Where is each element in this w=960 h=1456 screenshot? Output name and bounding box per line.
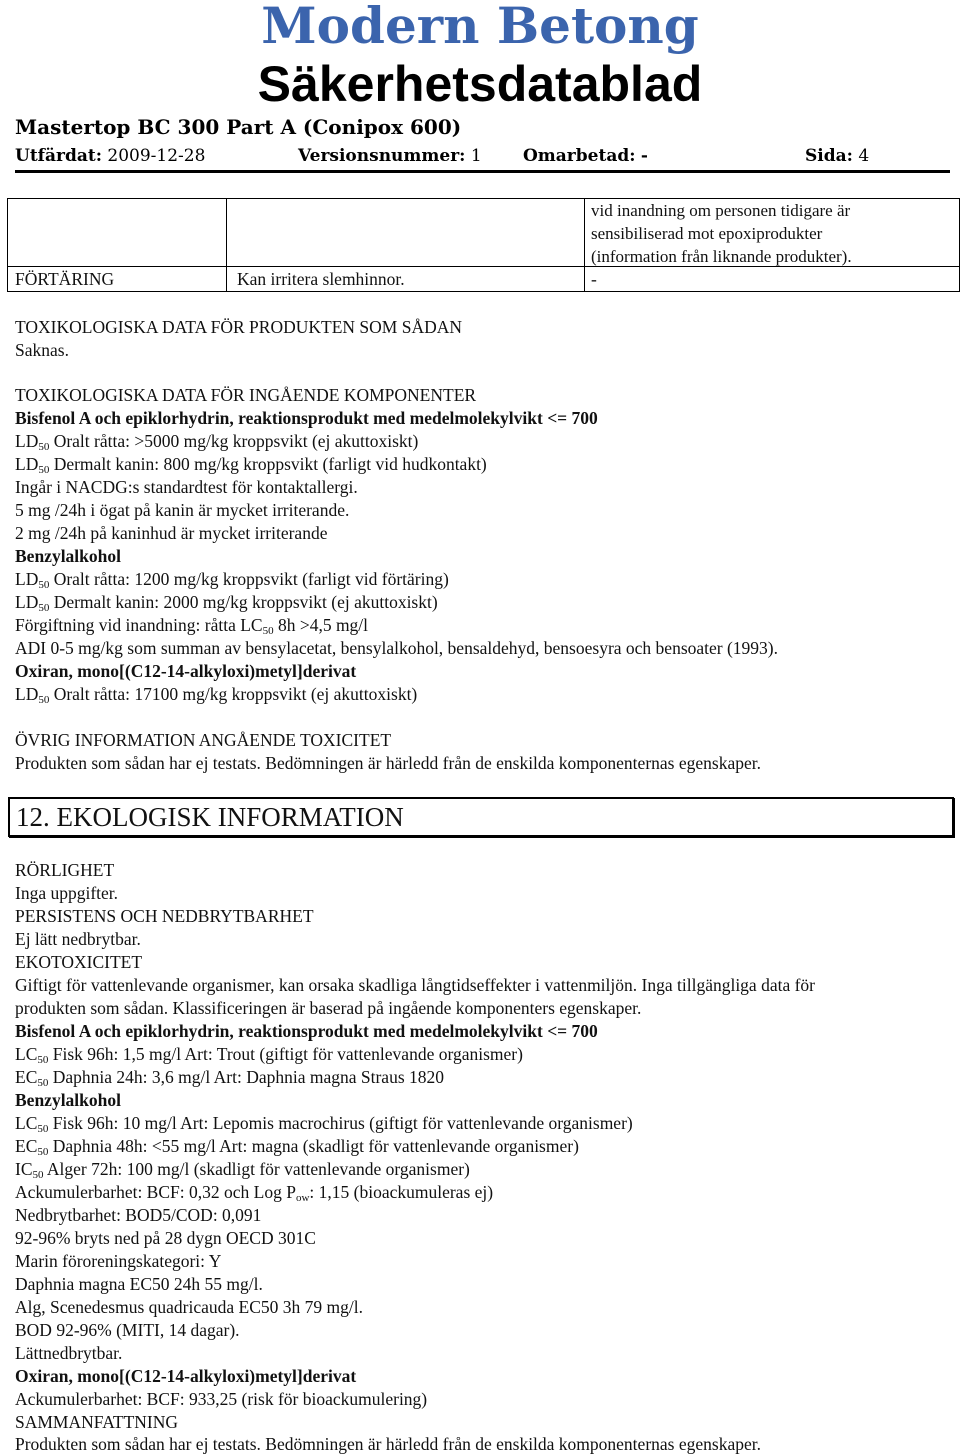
tox-oxiran-line1-text: Oralt råtta: 17100 mg/kg kroppsvikt (ej akuttoxiskt) [49, 684, 418, 704]
tox-benzyl-title: Benzylalkohol [15, 546, 121, 566]
tox-bisfenol-line1-text: Oralt råtta: >5000 mg/kg kroppsvikt (ej akuttoxiskt) [49, 431, 419, 451]
eco-benzyl-line7: 92-96% bryts ned på 28 dygn OECD 301C [15, 1228, 316, 1248]
eco-benzyl-ic-text: Alger 72h: 100 mg/l (skadligt för vattenlevande organismer) [43, 1159, 470, 1179]
section-12-header [8, 797, 954, 837]
ecotox-heading: EKOTOXICITET [15, 952, 143, 972]
document-title: Säkerhetsdatablad [257, 56, 703, 112]
other-tox-text: Produkten som sådan har ej testats. Bedömningen är härledd från de enskilda komponenternas egenskaper. [15, 753, 761, 773]
subscript-50: 50 [38, 694, 50, 706]
subscript-50: 50 [38, 441, 50, 453]
table-cell-ingestion-symptom: Kan irritera slemhinnor. [237, 269, 405, 289]
subscript-50: 50 [37, 1077, 49, 1089]
eco-benzyl-line9: Daphnia magna EC50 24h 55 mg/l. [15, 1274, 263, 1294]
tox-product-text: Saknas. [15, 340, 69, 360]
revised-value: - [640, 146, 648, 166]
eco-bisfenol-title: Bisfenol A och epiklorhydrin, reaktionsprodukt med medelmolekylvikt <= 700 [15, 1021, 598, 1041]
subscript-50: 50 [262, 625, 274, 637]
tox-benzyl-line4: ADI 0-5 mg/kg som summan av bensylacetat, bensylalkohol, bensaldehyd, bensoesyra och bensoater (1993). [15, 638, 779, 658]
eco-benzyl-line11: BOD 92-96% (MITI, 14 dagar). [15, 1320, 240, 1340]
subscript-50: 50 [37, 1123, 49, 1135]
lc-prefix: LC [15, 1044, 38, 1064]
tox-oxiran-line1 [15, 683, 417, 706]
tox-benzyl-line1-text: Oralt råtta: 1200 mg/kg kroppsvikt (farligt vid förtäring) [49, 569, 449, 589]
product-name: Mastertop BC 300 Part A (Conipox 600) [15, 115, 462, 139]
page-field [805, 146, 869, 166]
ic-prefix: IC [15, 1159, 33, 1179]
eco-oxiran-title: Oxiran, mono[(C12-14-alkyloxi)metyl]derivat [15, 1366, 357, 1386]
eco-benzyl-line10: Alg, Scenedesmus quadricauda EC50 3h 79 mg/l. [15, 1297, 363, 1317]
eco-benzyl-line8: Marin föroreningskategori: Y [15, 1251, 222, 1271]
eco-bisfenol-lc [15, 1043, 523, 1066]
table-cell-ingestion-effect: - [591, 269, 597, 289]
ecotox-text-line1: Giftigt för vattenlevande organismer, kan orsaka skadliga långtidseffekter i vattenmiljön. Inga tillgängliga data för [15, 975, 816, 995]
eco-benzyl-title: Benzylalkohol [15, 1090, 121, 1110]
revised-field [523, 146, 648, 166]
subscript-ow: ow [295, 1192, 310, 1204]
ec-prefix: EC [15, 1067, 38, 1087]
table-cell-effect-line2: sensibiliserad mot epoxiprodukter [591, 224, 823, 243]
tox-benzyl-line1 [15, 568, 449, 591]
page-value: 4 [858, 146, 870, 166]
ecotox-text-line2: produkten som sådan. Klassificeringen är baserad på ingående komponenters egenskaper. [15, 998, 642, 1018]
ec-prefix: EC [15, 1136, 38, 1156]
eco-benzyl-line6: Nedbrytbarhet: BOD5/COD: 0,091 [15, 1205, 262, 1225]
mobility-heading: RÖRLIGHET [15, 860, 115, 880]
eco-oxiran-line1: Ackumulerbarhet: BCF: 933,25 (risk för bioackumulering) [15, 1389, 428, 1409]
summary-text: Produkten som sådan har ej testats. Bedömningen är härledd från de enskilda komponenternas egenskaper. [15, 1434, 761, 1454]
eco-bisfenol-lc-text: Fisk 96h: 1,5 mg/l Art: Trout (giftigt för vattenlevande organismer) [48, 1044, 523, 1064]
ld-prefix: LD [15, 592, 39, 612]
subscript-50: 50 [37, 1146, 49, 1158]
eco-benzyl-bcf-pre: Ackumulerbarhet: BCF: 0,32 och Log P [15, 1182, 296, 1202]
ld-prefix: LD [15, 684, 39, 704]
eco-benzyl-ic [15, 1158, 470, 1181]
table-cell-ingestion-label: FÖRTÄRING [15, 269, 115, 289]
table-cell-effect-line1: vid inandning om personen tidigare är [591, 201, 851, 220]
tox-oxiran-title: Oxiran, mono[(C12-14-alkyloxi)metyl]derivat [15, 661, 357, 681]
tox-bisfenol-line1 [15, 430, 418, 453]
version-value: 1 [470, 146, 482, 166]
eco-benzyl-ec [15, 1135, 579, 1158]
subscript-50: 50 [37, 1054, 49, 1066]
tox-bisfenol-line5: 2 mg /24h på kaninhud är mycket irriterande [15, 523, 328, 543]
eco-bisfenol-ec [15, 1066, 444, 1089]
eco-benzyl-lc-text: Fisk 96h: 10 mg/l Art: Lepomis macrochirus (giftigt för vattenlevande organismer) [48, 1113, 633, 1133]
subscript-50: 50 [32, 1169, 44, 1181]
eco-benzyl-line12: Lättnedbrytbar. [15, 1343, 123, 1363]
section-12-title: 12. EKOLOGISK INFORMATION [16, 802, 404, 832]
tox-benzyl-line2-text: Dermalt kanin: 2000 mg/kg kroppsvikt (ej akuttoxiskt) [49, 592, 438, 612]
eco-bisfenol-ec-text: Daphnia 24h: 3,6 mg/l Art: Daphnia magna Straus 1820 [48, 1067, 445, 1087]
tox-benzyl-line3-post: 8h >4,5 mg/l [273, 615, 369, 635]
issued-label: Utfärdat: [15, 146, 102, 166]
subscript-50: 50 [38, 602, 50, 614]
document-meta-row [15, 146, 950, 173]
eco-benzyl-bcf-post: : 1,15 (bioackumuleras ej) [309, 1182, 494, 1202]
ld-prefix: LD [15, 431, 39, 451]
subscript-50: 50 [38, 579, 50, 591]
issued-field [15, 146, 205, 166]
table-col-divider-2 [584, 198, 585, 291]
tox-bisfenol-line4: 5 mg /24h i ögat på kanin är mycket irriterande. [15, 500, 350, 520]
eco-benzyl-lc [15, 1112, 633, 1135]
eco-benzyl-bcf [15, 1181, 493, 1204]
tox-components-heading: TOXIKOLOGISKA DATA FÖR INGÅENDE KOMPONENTER [15, 385, 477, 405]
ld-prefix: LD [15, 454, 39, 474]
lc-prefix: LC [15, 1113, 38, 1133]
tox-benzyl-line3-pre: Förgiftning vid inandning: råtta LC [15, 615, 263, 635]
exposure-table [7, 198, 960, 292]
revised-label: Omarbetad: [523, 146, 636, 166]
table-cell-effect-line3: (information från liknande produkter). [591, 247, 852, 266]
eco-benzyl-ec-text: Daphnia 48h: <55 mg/l Art: magna (skadligt för vattenlevande organismer) [48, 1136, 579, 1156]
subscript-50: 50 [38, 464, 50, 476]
page-label: Sida: [805, 146, 853, 166]
table-col-divider-1 [226, 198, 227, 291]
tox-bisfenol-line2-text: Dermalt kanin: 800 mg/kg kroppsvikt (farligt vid hudkontakt) [49, 454, 487, 474]
tox-product-heading: TOXIKOLOGISKA DATA FÖR PRODUKTEN SOM SÅDAN [15, 317, 462, 337]
issued-value: 2009-12-28 [107, 146, 206, 166]
persistence-heading: PERSISTENS OCH NEDBRYTBARHET [15, 906, 314, 926]
tox-benzyl-line2 [15, 591, 438, 614]
tox-benzyl-line3 [15, 614, 368, 637]
version-label: Versionsnummer: [298, 146, 466, 166]
other-tox-heading: ÖVRIG INFORMATION ANGÅENDE TOXICITET [15, 730, 392, 750]
persistence-text: Ej lätt nedbrytbar. [15, 929, 141, 949]
tox-bisfenol-line3: Ingår i NACDG:s standardtest för kontaktallergi. [15, 477, 358, 497]
summary-heading: SAMMANFATTNING [15, 1412, 179, 1432]
tox-bisfenol-line2 [15, 453, 487, 476]
mobility-text: Inga uppgifter. [15, 883, 119, 903]
version-field [298, 146, 482, 166]
ld-prefix: LD [15, 569, 39, 589]
brand-logo-text: Modern Betong [261, 0, 699, 55]
tox-bisfenol-title: Bisfenol A och epiklorhydrin, reaktionsprodukt med medelmolekylvikt <= 700 [15, 408, 598, 428]
